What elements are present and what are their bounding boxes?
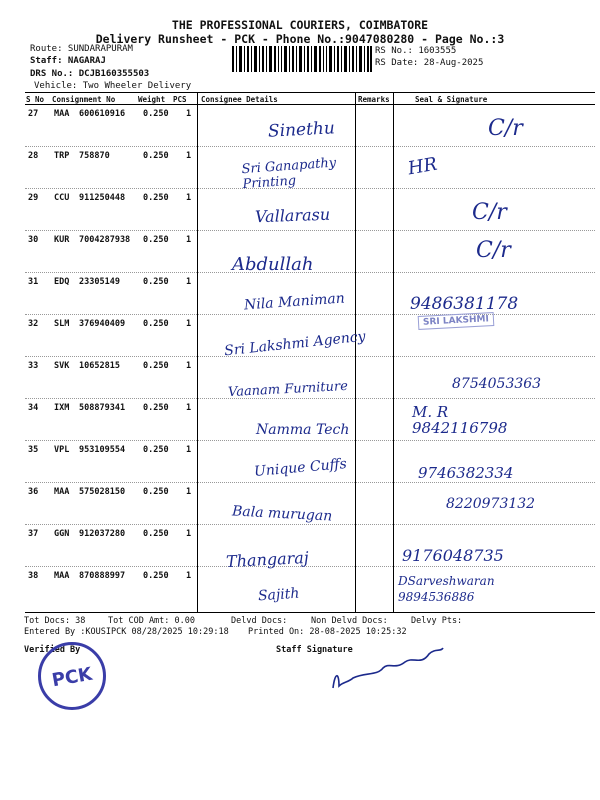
row-seal-handwritten: C/r xyxy=(476,238,511,263)
rs-number: RS No.: 1603555 xyxy=(375,46,457,56)
row-sno: 35 xyxy=(28,445,39,455)
row-consignee-handwritten: Namma Tech xyxy=(256,422,350,438)
row-number: 911250448 xyxy=(79,193,126,203)
row-weight: 0.250 xyxy=(143,109,169,119)
row-pcs: 1 xyxy=(186,361,192,371)
row-weight: 0.250 xyxy=(143,277,169,287)
row-pcs: 1 xyxy=(186,109,192,119)
row-sno: 33 xyxy=(28,361,39,371)
entered-by: Entered By :KOUSIPCK 08/28/2025 10:29:18 xyxy=(24,627,229,637)
row-number: 508879341 xyxy=(79,403,126,413)
row-sno: 27 xyxy=(28,109,39,119)
row-seal-handwritten: 8754053363 xyxy=(452,376,542,392)
row-number: 376940409 xyxy=(79,319,126,329)
row-number: 10652815 xyxy=(79,361,120,371)
row-number: 912037280 xyxy=(79,529,126,539)
delivery-points: Delvy Pts: xyxy=(411,616,463,626)
row-consignee-handwritten: Thangaraj xyxy=(225,547,310,572)
row-sno: 28 xyxy=(28,151,39,161)
row-code: MAA xyxy=(54,109,70,119)
row-code: VPL xyxy=(54,445,70,455)
row-weight: 0.250 xyxy=(143,319,169,329)
row-seal-handwritten: 9746382334 xyxy=(418,464,514,482)
row-code: SVK xyxy=(54,361,70,371)
row-number: 758870 xyxy=(79,151,110,161)
row-weight: 0.250 xyxy=(143,361,169,371)
row-code: EDQ xyxy=(54,277,70,287)
row-pcs: 1 xyxy=(186,193,192,203)
col-remarks: Remarks xyxy=(358,95,390,104)
row-pcs: 1 xyxy=(186,277,192,287)
route-label: Route: SUNDARAPURAM xyxy=(30,44,133,54)
row-seal-handwritten: C/r xyxy=(488,116,523,141)
row-weight: 0.250 xyxy=(143,487,169,497)
row-seal-handwritten: DSarveshwaran 9894536886 xyxy=(398,574,495,604)
row-consignee-handwritten: Abdullah xyxy=(232,254,314,275)
vehicle-label: Vehicle: Two Wheeler Delivery xyxy=(34,81,192,91)
row-sno: 31 xyxy=(28,277,39,287)
row-number: 7004287938 xyxy=(79,235,131,245)
row-consignee-handwritten: Nila Maniman xyxy=(243,290,346,314)
row-pcs: 1 xyxy=(186,235,192,245)
row-number: 23305149 xyxy=(79,277,120,287)
row-sno: 32 xyxy=(28,319,39,329)
row-code: MAA xyxy=(54,571,70,581)
staff-label: Staff: NAGARAJ xyxy=(30,56,106,66)
col-consignee: Consignee Details xyxy=(201,95,278,104)
row-pcs: 1 xyxy=(186,487,192,497)
row-sno: 37 xyxy=(28,529,39,539)
row-code: CCU xyxy=(54,193,70,203)
row-consignee-handwritten: Bala murugan xyxy=(231,503,333,525)
row-code: SLM xyxy=(54,319,70,329)
company-title: THE PROFESSIONAL COURIERS, COIMBATORE xyxy=(171,18,429,32)
row-consignee-handwritten: Vaanam Furniture xyxy=(227,378,349,401)
row-number: 870888997 xyxy=(79,571,126,581)
row-number: 953109554 xyxy=(79,445,126,455)
row-weight: 0.250 xyxy=(143,193,169,203)
row-consignee-handwritten: Unique Cuffs xyxy=(253,455,348,481)
delivered-docs: Delvd Docs: xyxy=(231,616,288,626)
row-weight: 0.250 xyxy=(143,571,169,581)
row-number: 575028150 xyxy=(79,487,126,497)
verified-by-label: Verified By xyxy=(24,645,81,655)
staff-signature-scribble xyxy=(325,642,455,697)
row-seal-handwritten: HR xyxy=(406,153,439,180)
row-seal-handwritten: M. R 9842116798 xyxy=(412,403,508,437)
row-weight: 0.250 xyxy=(143,403,169,413)
row-sno: 29 xyxy=(28,193,39,203)
col-weight: Weight xyxy=(138,95,166,104)
pck-stamp-text: PCK xyxy=(50,663,94,692)
col-pcs: PCS xyxy=(173,95,187,104)
row-weight: 0.250 xyxy=(143,529,169,539)
row-code: KUR xyxy=(54,235,70,245)
row-sno: 34 xyxy=(28,403,39,413)
row-weight: 0.250 xyxy=(143,151,169,161)
pck-stamp xyxy=(38,642,106,710)
row-seal-handwritten: 9486381178 xyxy=(410,294,519,314)
row-sno: 30 xyxy=(28,235,39,245)
row-number: 600610916 xyxy=(79,109,126,119)
row-consignee-handwritten: Sajith xyxy=(257,585,300,605)
runsheet-subtitle: Delivery Runsheet - PCK - Phone No.:9047080280 - Page No.:3 xyxy=(95,32,505,46)
row-code: TRP xyxy=(54,151,70,161)
total-docs: Tot Docs: 38 xyxy=(24,616,86,626)
printed-on: Printed On: 28-08-2025 10:25:32 xyxy=(248,627,407,637)
col-seal: Seal & Signature xyxy=(415,95,488,104)
row-code: GGN xyxy=(54,529,70,539)
seal-stamp: SRI LAKSHMI xyxy=(418,312,495,330)
staff-signature-label: Staff Signature xyxy=(276,645,353,655)
row-pcs: 1 xyxy=(186,319,192,329)
row-code: IXM xyxy=(54,403,70,413)
col-consignment: Consignment No xyxy=(52,95,116,104)
row-weight: 0.250 xyxy=(143,445,169,455)
row-consignee-handwritten: Sinethu xyxy=(267,118,336,142)
row-seal-handwritten: 8220973132 xyxy=(446,496,536,512)
row-pcs: 1 xyxy=(186,151,192,161)
row-consignee-handwritten: Vallarasu xyxy=(254,204,331,227)
row-consignee-handwritten: Sri Lakshmi Agency xyxy=(223,328,367,360)
row-pcs: 1 xyxy=(186,529,192,539)
row-pcs: 1 xyxy=(186,445,192,455)
barcode xyxy=(232,46,372,72)
row-pcs: 1 xyxy=(186,403,192,413)
row-code: MAA xyxy=(54,487,70,497)
row-consignee-handwritten: Sri Ganapathy Printing xyxy=(241,155,337,193)
row-pcs: 1 xyxy=(186,571,192,581)
rs-date: RS Date: 28-Aug-2025 xyxy=(375,58,484,68)
row-sno: 36 xyxy=(28,487,39,497)
drs-label: DRS No.: DCJB160355503 xyxy=(30,69,150,79)
row-weight: 0.250 xyxy=(143,235,169,245)
col-sno: S No xyxy=(26,95,45,104)
non-delivered-docs: Non Delvd Docs: xyxy=(311,616,388,626)
row-seal-handwritten: C/r xyxy=(472,200,507,225)
total-cod: Tot COD Amt: 0.00 xyxy=(108,616,195,626)
row-seal-handwritten: 9176048735 xyxy=(402,546,504,565)
row-sno: 38 xyxy=(28,571,39,581)
